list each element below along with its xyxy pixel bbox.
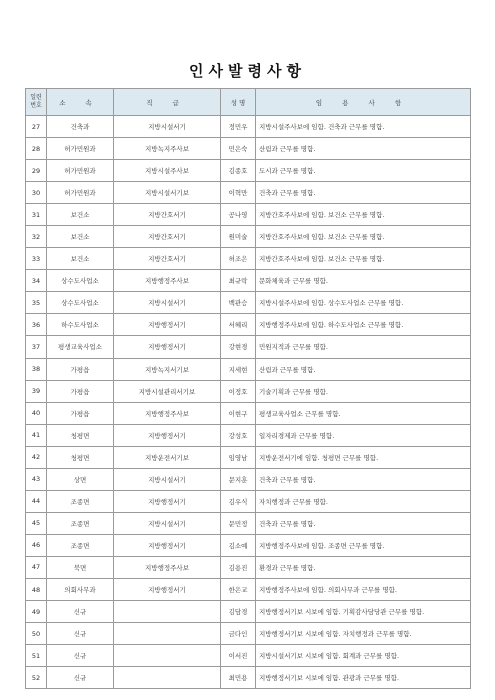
row-appointment: 산림과 근무를 명함. bbox=[256, 138, 471, 160]
header-rank: 직 급 bbox=[114, 89, 221, 116]
row-number: 39 bbox=[26, 380, 47, 402]
row-name: 김우식 bbox=[221, 490, 256, 512]
row-name: 이서진 bbox=[221, 645, 256, 667]
row-appointment: 지방행정주사보에 임함. 조종면 근무를 명함. bbox=[256, 534, 471, 556]
row-number: 49 bbox=[26, 601, 47, 623]
row-name: 정민우 bbox=[221, 116, 256, 138]
row-number: 52 bbox=[26, 667, 47, 689]
row-number: 31 bbox=[26, 204, 47, 226]
table-row bbox=[26, 645, 471, 667]
row-name: 김담경 bbox=[221, 601, 256, 623]
row-department: 의회사무과 bbox=[47, 578, 114, 600]
table-row bbox=[26, 446, 471, 468]
row-department: 상면 bbox=[47, 468, 114, 490]
row-appointment: 자치행정과 근무를 명함. bbox=[256, 490, 471, 512]
row-number: 28 bbox=[26, 138, 47, 160]
row-rank: 지방행정서기 bbox=[114, 534, 221, 556]
row-rank bbox=[114, 667, 221, 689]
row-appointment: 지방시설주사보에 임함. 건축과 근무를 명함. bbox=[256, 116, 471, 138]
table-row bbox=[26, 292, 471, 314]
row-name: 민은숙 bbox=[221, 138, 256, 160]
row-appointment: 도시과 근무를 명함. bbox=[256, 160, 471, 182]
row-appointment: 민원지적과 근무를 명함. bbox=[256, 336, 471, 358]
row-number: 35 bbox=[26, 292, 47, 314]
table-row bbox=[26, 336, 471, 358]
row-number: 27 bbox=[26, 116, 47, 138]
table-row bbox=[26, 601, 471, 623]
table-row bbox=[26, 512, 471, 534]
row-rank: 지방행정서기 bbox=[114, 336, 221, 358]
row-name: 임영남 bbox=[221, 446, 256, 468]
table-row bbox=[26, 160, 471, 182]
row-number: 30 bbox=[26, 182, 47, 204]
row-appointment: 지방행정서기보 시보에 임함. 관광과 근무를 명함. bbox=[256, 667, 471, 689]
row-department: 상수도사업소 bbox=[47, 270, 114, 292]
row-name: 김종호 bbox=[221, 160, 256, 182]
row-department: 허가민원과 bbox=[47, 182, 114, 204]
row-name: 최민용 bbox=[221, 667, 256, 689]
row-rank bbox=[114, 623, 221, 645]
row-rank: 지방녹지주사보 bbox=[114, 138, 221, 160]
row-appointment: 지방행정주사보에 임함. 의회사무과 근무를 명함. bbox=[256, 578, 471, 600]
table-row bbox=[26, 182, 471, 204]
row-rank: 지방운전서기보 bbox=[114, 446, 221, 468]
table-row bbox=[26, 402, 471, 424]
row-rank: 지방행정주사보 bbox=[114, 402, 221, 424]
row-department: 허가민원과 bbox=[47, 138, 114, 160]
row-rank: 지방간호서기 bbox=[114, 226, 221, 248]
row-name: 문민정 bbox=[221, 512, 256, 534]
table-row bbox=[26, 248, 471, 270]
row-appointment: 문화체육과 근무를 명함. bbox=[256, 270, 471, 292]
row-appointment: 지방간호주사보에 임함. 보건소 근무를 명함. bbox=[256, 204, 471, 226]
row-rank: 지방시설서기보 bbox=[114, 182, 221, 204]
table-row bbox=[26, 314, 471, 336]
row-name: 한은교 bbox=[221, 578, 256, 600]
row-name: 문지훈 bbox=[221, 468, 256, 490]
table-header-row bbox=[26, 89, 471, 116]
table-row bbox=[26, 534, 471, 556]
header-number-line2: 번호 bbox=[30, 102, 42, 109]
row-number: 50 bbox=[26, 623, 47, 645]
row-number: 43 bbox=[26, 468, 47, 490]
row-name: 금다인 bbox=[221, 623, 256, 645]
row-appointment: 평생교육사업소 근무를 명함. bbox=[256, 402, 471, 424]
row-department: 신규 bbox=[47, 623, 114, 645]
row-number: 38 bbox=[26, 358, 47, 380]
row-department: 하수도사업소 bbox=[47, 314, 114, 336]
header-department: 소 속 bbox=[47, 89, 114, 116]
row-department: 허가민원과 bbox=[47, 160, 114, 182]
row-number: 51 bbox=[26, 645, 47, 667]
row-appointment: 환경과 근무를 명함. bbox=[256, 556, 471, 578]
row-department: 건축과 bbox=[47, 116, 114, 138]
personnel-table bbox=[25, 88, 471, 689]
row-department: 조종면 bbox=[47, 534, 114, 556]
table-row bbox=[26, 116, 471, 138]
row-rank: 지방시설서기 bbox=[114, 116, 221, 138]
row-department: 신규 bbox=[47, 667, 114, 689]
row-rank: 지방행정주사보 bbox=[114, 556, 221, 578]
row-name: 서혜리 bbox=[221, 314, 256, 336]
table-row bbox=[26, 468, 471, 490]
row-rank: 지방간호서기 bbox=[114, 204, 221, 226]
row-appointment: 지방간호주사보에 임함. 보건소 근무를 명함. bbox=[256, 226, 471, 248]
row-name: 이정호 bbox=[221, 380, 256, 402]
row-name: 공나영 bbox=[221, 204, 256, 226]
row-name: 최규락 bbox=[221, 270, 256, 292]
row-number: 41 bbox=[26, 424, 47, 446]
row-number: 34 bbox=[26, 270, 47, 292]
row-name: 지세현 bbox=[221, 358, 256, 380]
row-name: 허조은 bbox=[221, 248, 256, 270]
header-number-line1: 일련 bbox=[30, 94, 42, 101]
row-appointment: 건축과 근무를 명함. bbox=[256, 512, 471, 534]
row-appointment: 산림과 근무를 명함. bbox=[256, 358, 471, 380]
row-name: 강현경 bbox=[221, 336, 256, 358]
page-title: 인사발령사항 bbox=[189, 62, 306, 80]
row-rank: 지방간호서기 bbox=[114, 248, 221, 270]
row-department: 신규 bbox=[47, 601, 114, 623]
row-appointment: 기술기획과 근무를 명함. bbox=[256, 380, 471, 402]
row-department: 청평면 bbox=[47, 424, 114, 446]
table-row bbox=[26, 667, 471, 689]
row-department: 가평읍 bbox=[47, 402, 114, 424]
row-department: 조종면 bbox=[47, 490, 114, 512]
row-number: 29 bbox=[26, 160, 47, 182]
row-appointment: 지방행정서기보 시보에 임함. 기획감사담당관 근무를 명함. bbox=[256, 601, 471, 623]
row-department: 보건소 bbox=[47, 226, 114, 248]
header-name: 성 명 bbox=[221, 89, 256, 116]
table-row bbox=[26, 226, 471, 248]
row-name: 이현구 bbox=[221, 402, 256, 424]
header-appointment: 임 용 사 항 bbox=[256, 89, 471, 116]
header-number bbox=[26, 89, 47, 116]
row-number: 46 bbox=[26, 534, 47, 556]
row-appointment: 일자리경제과 근무를 명함. bbox=[256, 424, 471, 446]
row-department: 상수도사업소 bbox=[47, 292, 114, 314]
row-rank: 지방시설주사보 bbox=[114, 160, 221, 182]
row-number: 47 bbox=[26, 556, 47, 578]
row-department: 가평읍 bbox=[47, 380, 114, 402]
row-rank: 지방시설서기 bbox=[114, 468, 221, 490]
row-department: 신규 bbox=[47, 645, 114, 667]
row-rank: 지방행정서기 bbox=[114, 314, 221, 336]
row-name: 이혁만 bbox=[221, 182, 256, 204]
row-name: 김소예 bbox=[221, 534, 256, 556]
row-rank bbox=[114, 645, 221, 667]
row-rank bbox=[114, 601, 221, 623]
row-rank: 지방시설관리서기보 bbox=[114, 380, 221, 402]
table-row bbox=[26, 556, 471, 578]
row-number: 36 bbox=[26, 314, 47, 336]
table-row bbox=[26, 270, 471, 292]
row-department: 청평면 bbox=[47, 446, 114, 468]
table-row bbox=[26, 380, 471, 402]
row-rank: 지방녹지서기보 bbox=[114, 358, 221, 380]
row-appointment: 지방행정주사보에 임함. 하수도사업소 근무를 명함. bbox=[256, 314, 471, 336]
row-appointment: 지방시설주사보에 임함. 상수도사업소 근무를 명함. bbox=[256, 292, 471, 314]
row-rank: 지방행정서기 bbox=[114, 490, 221, 512]
row-number: 40 bbox=[26, 402, 47, 424]
row-name: 김용진 bbox=[221, 556, 256, 578]
table-row bbox=[26, 424, 471, 446]
row-rank: 지방행정주사보 bbox=[114, 270, 221, 292]
table-row bbox=[26, 490, 471, 512]
row-appointment: 건축과 근무를 명함. bbox=[256, 182, 471, 204]
row-name: 백관승 bbox=[221, 292, 256, 314]
row-rank: 지방행정서기 bbox=[114, 424, 221, 446]
row-department: 보건소 bbox=[47, 204, 114, 226]
row-number: 44 bbox=[26, 490, 47, 512]
row-appointment: 지방시설서기보 시보에 임함. 회계과 근무를 명함. bbox=[256, 645, 471, 667]
row-department: 가평읍 bbox=[47, 358, 114, 380]
row-name: 원미술 bbox=[221, 226, 256, 248]
row-rank: 지방행정서기 bbox=[114, 578, 221, 600]
row-rank: 지방시설서기 bbox=[114, 292, 221, 314]
row-appointment: 지방간호주사보에 임함. 보건소 근무를 명함. bbox=[256, 248, 471, 270]
table-row bbox=[26, 358, 471, 380]
row-appointment: 지방행정서기보 시보에 임함. 자치행정과 근무를 명함. bbox=[256, 623, 471, 645]
table-row bbox=[26, 623, 471, 645]
row-number: 32 bbox=[26, 226, 47, 248]
table-row bbox=[26, 578, 471, 600]
row-appointment: 지방운전서기에 임함. 청평면 근무를 명함. bbox=[256, 446, 471, 468]
row-number: 33 bbox=[26, 248, 47, 270]
row-number: 48 bbox=[26, 578, 47, 600]
row-rank: 지방시설서기 bbox=[114, 512, 221, 534]
row-number: 42 bbox=[26, 446, 47, 468]
row-department: 북면 bbox=[47, 556, 114, 578]
table-row bbox=[26, 204, 471, 226]
row-department: 조종면 bbox=[47, 512, 114, 534]
row-department: 평생교육사업소 bbox=[47, 336, 114, 358]
table-row bbox=[26, 138, 471, 160]
row-department: 보건소 bbox=[47, 248, 114, 270]
row-appointment: 건축과 근무를 명함. bbox=[256, 468, 471, 490]
row-number: 45 bbox=[26, 512, 47, 534]
row-name: 강성호 bbox=[221, 424, 256, 446]
row-number: 37 bbox=[26, 336, 47, 358]
